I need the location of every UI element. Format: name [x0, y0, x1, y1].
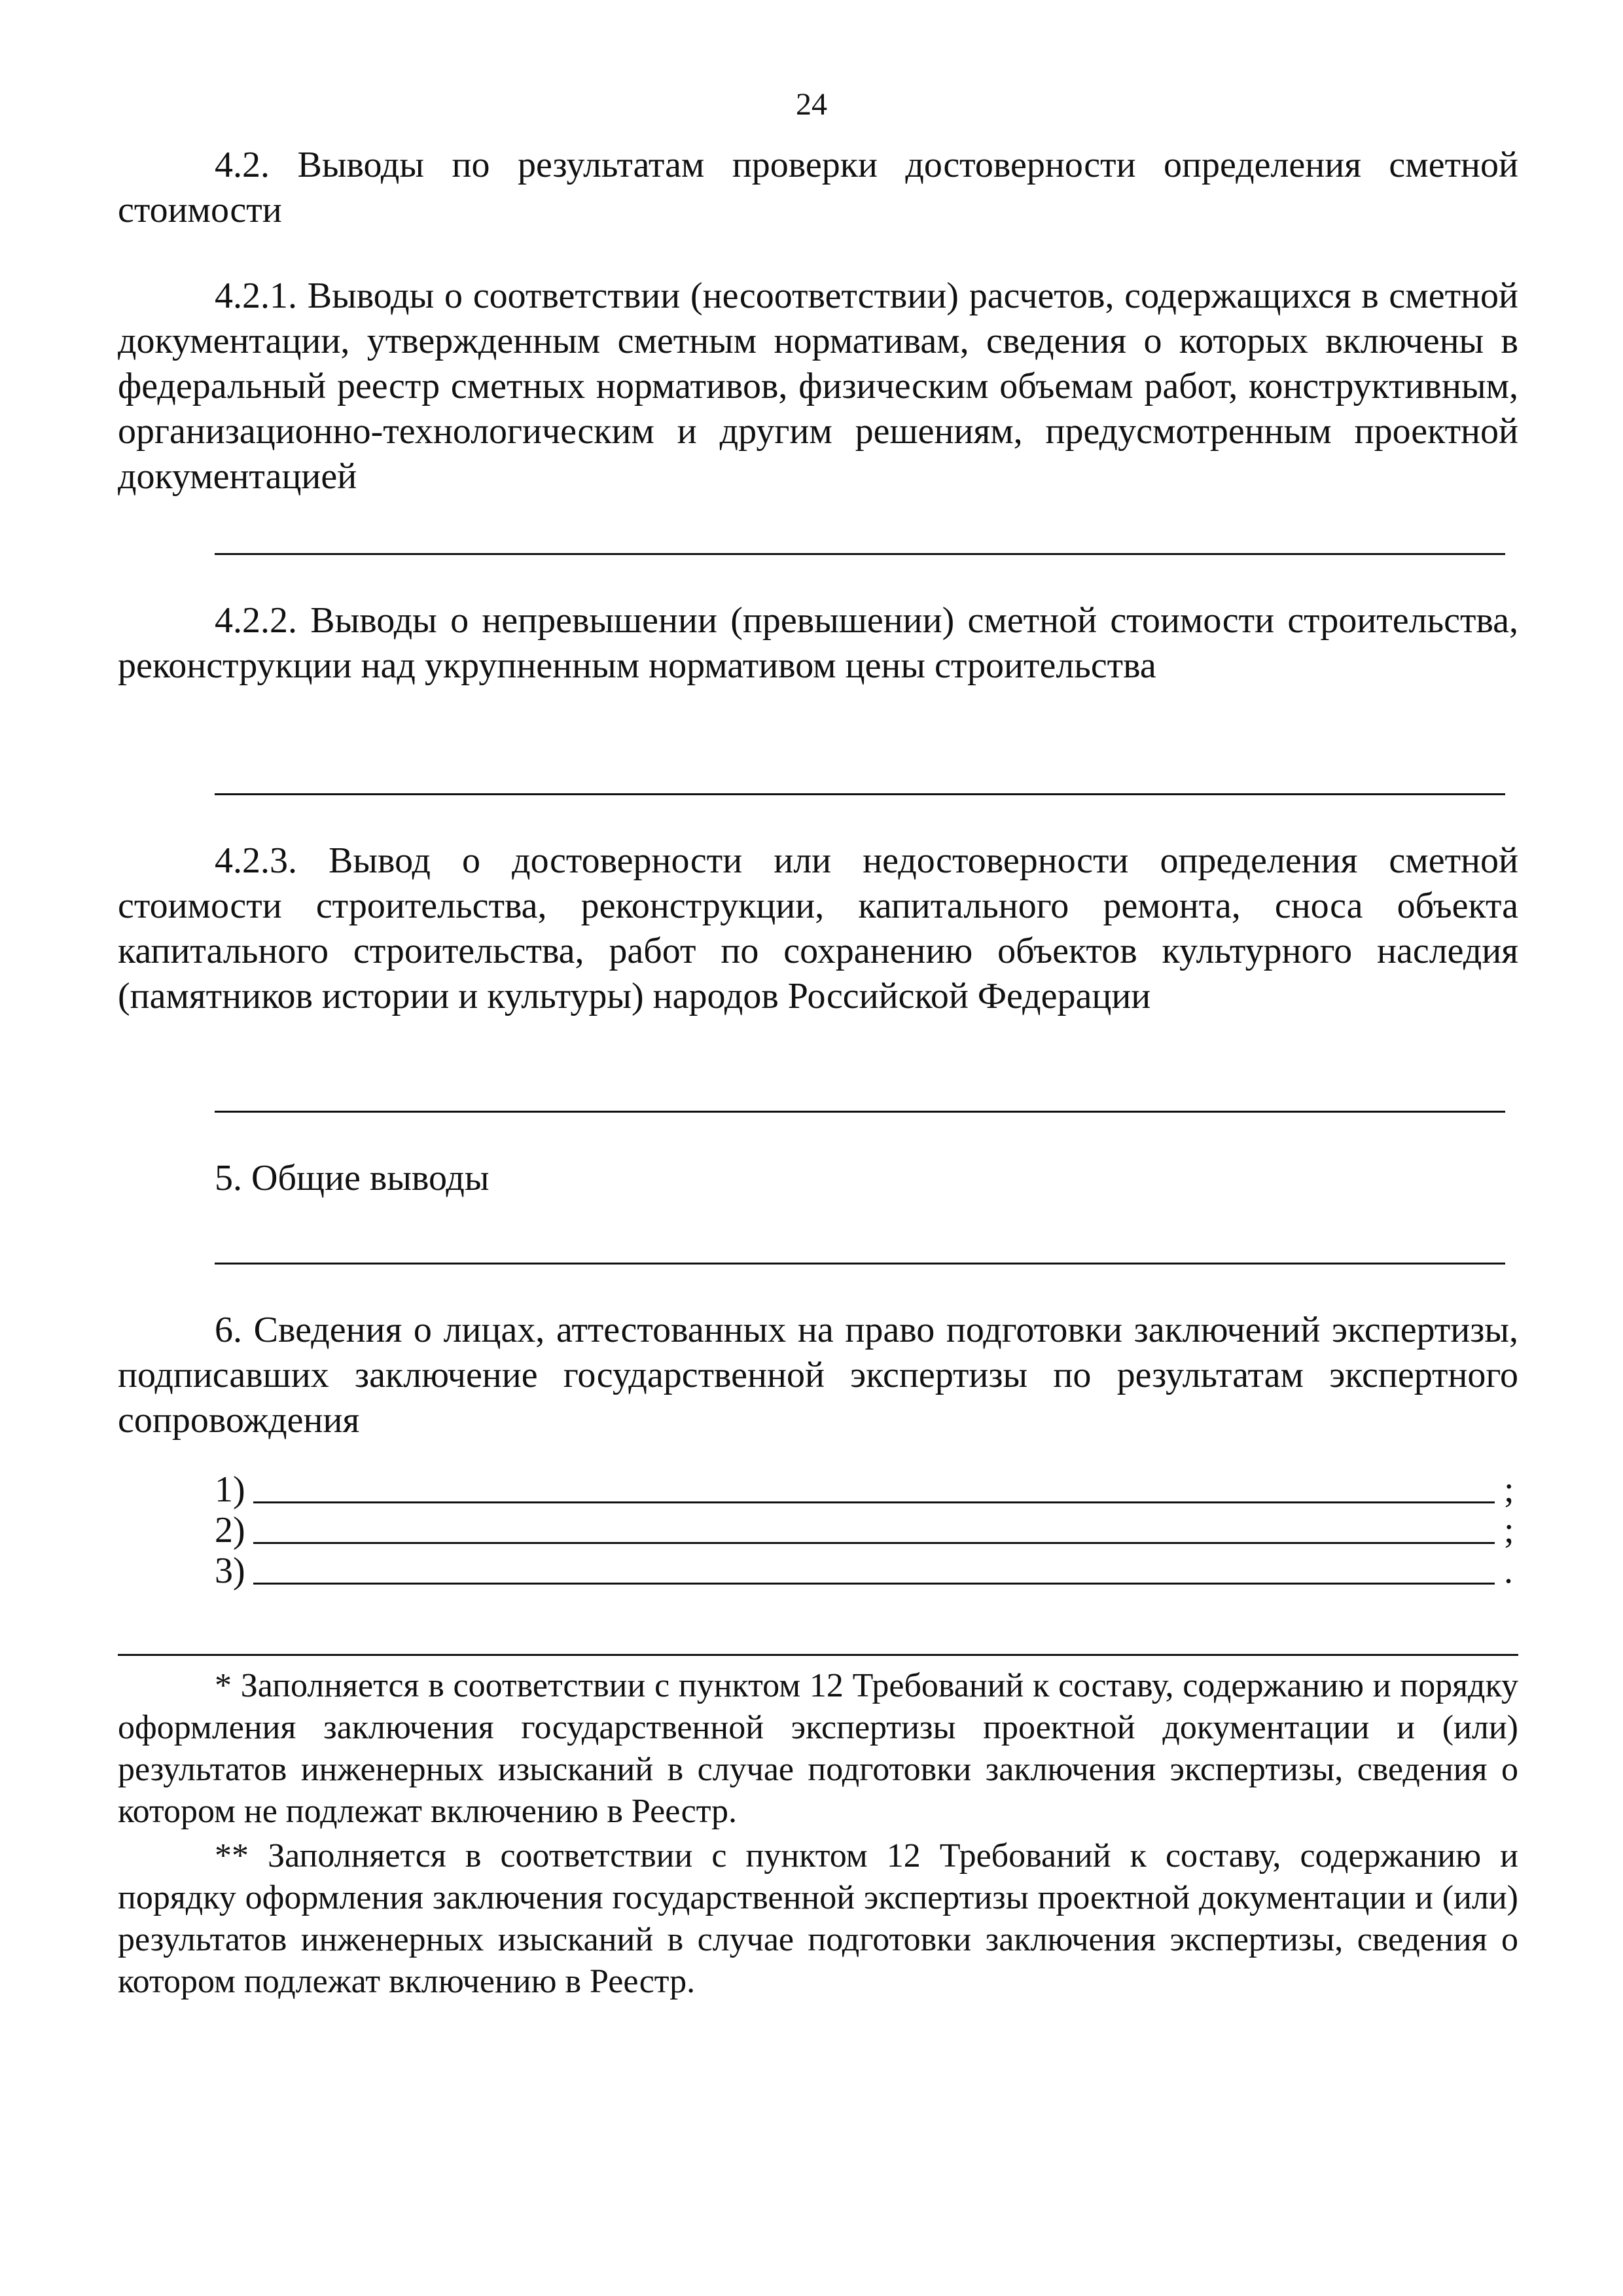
- signer-number: 3): [215, 1551, 245, 1591]
- section-4-2-heading: 4.2. Выводы по результатам проверки достоверности определения сметной стоимости: [118, 145, 1518, 230]
- signer-end-mark: .: [1504, 1551, 1513, 1591]
- document-body: [118, 143, 1518, 2003]
- section-5-heading: 5. Общие выводы: [215, 1158, 490, 1198]
- signer-blank-line: [253, 1551, 1495, 1585]
- section-4-2-1-heading: 4.2.1. Выводы о соответствии (несоответствии) расчетов, содержащихся в сметной документации, утвержденным сметным нормативам, сведения о которых включены в федеральный реестр сметных нормативов, физическим объемам работ, конструктивным, организационно-технологическим и другим решениям, предусмотренным проектной документацией: [118, 276, 1518, 497]
- signer-blank-line: [253, 1470, 1495, 1503]
- section-4-2-2-heading: 4.2.2. Выводы о непревышении (превышении) сметной стоимости строительства, реконструкции над укрупненным нормативом цены строительства: [118, 600, 1518, 686]
- signer-number: 1): [215, 1469, 245, 1510]
- page-number: 24: [796, 87, 827, 122]
- signer-number: 2): [215, 1510, 245, 1551]
- footnote-single-asterisk: * Заполняется в соответствии с пунктом 12 Требований к составу, содержанию и порядку оформления заключения государственной экспертизы проектной документации и (или) результатов инженерных изысканий в случае подготовки заключения экспертизы, сведения о котором не подлежат включению в Реестр.: [118, 1667, 1518, 1830]
- signer-row: [215, 1510, 1518, 1551]
- section-4-2-3-heading: 4.2.3. Вывод о достоверности или недостоверности определения сметной стоимости строительства, реконструкции, капитального ремонта, сноса объекта капитального строительства, работ по сохранению объектов культурного наследия (памятников истории и культуры) народов Российской Федерации: [118, 840, 1518, 1016]
- section-6-heading: 6. Сведения о лицах, аттестованных на право подготовки заключений экспертизы, подписавших заключение государственной экспертизы по результатам экспертного сопровождения: [118, 1310, 1518, 1441]
- signer-row: [215, 1469, 1518, 1510]
- footnote-double-asterisk: ** Заполняется в соответствии с пунктом 12 Требований к составу, содержанию и порядку оформления заключения государственной экспертизы проектной документации и (или) результатов инженерных изысканий в случае подготовки заключения экспертизы, сведения о котором подлежат включению в Реестр.: [118, 1837, 1518, 2000]
- signer-end-mark: ;: [1504, 1510, 1514, 1551]
- signer-row: [215, 1551, 1518, 1591]
- signer-blank-line: [253, 1511, 1495, 1544]
- signers-list: [215, 1469, 1518, 1591]
- signer-end-mark: ;: [1504, 1469, 1514, 1510]
